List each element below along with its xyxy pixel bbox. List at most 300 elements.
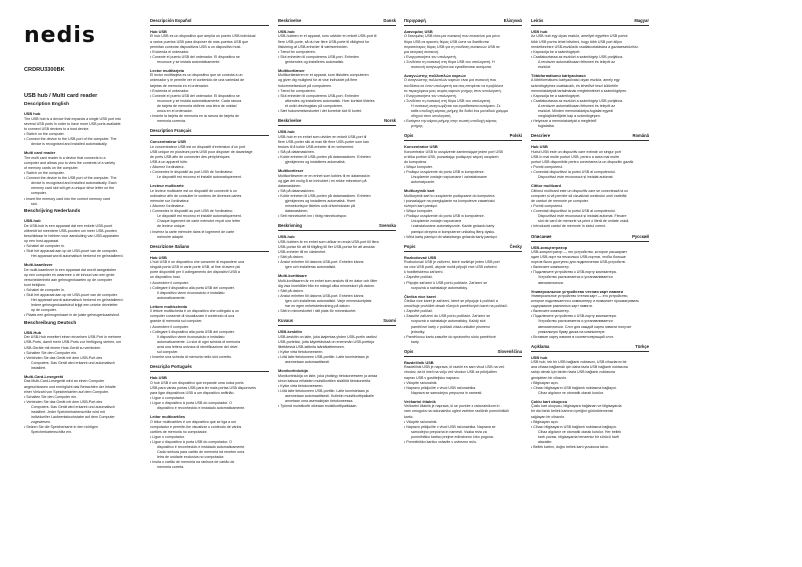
- text-line: porte disponibili per il collegamento dei dispositivi USB a: [150, 270, 240, 275]
- text-line: pamięci otrzyma w komputerze unikalną literę dysku.: [411, 229, 496, 234]
- text-line: számítógéphez csatlakozik, és lehetővé teszi különféle: [531, 83, 619, 88]
- text-line: Večkartni čitalnik je naprava, ki se poveže z računalnikom in: [404, 404, 500, 409]
- text-line: USB în mai multe porturi USB, pentru a avea mai multe: [531, 154, 620, 159]
- section-heading: Multikortleser: [278, 168, 304, 174]
- text-line: USB hub, tek bir USB bağlantı noktasını, USB cihazlarını bir: [531, 360, 627, 365]
- text-line: rozpozná a nainstaluje automaticky.: [411, 285, 468, 290]
- text-line: Ο διανομέας USB είναι μια συσκευή που επεκτείνει μια μόνο: [404, 34, 500, 39]
- text-line: asennetaan automaattisesti.: [285, 360, 330, 365]
- text-line: • Anslut enheten till datorns USB-port. Enheten känns: [278, 294, 396, 299]
- language-name: Description Français: [150, 128, 192, 134]
- text-line: • Συνδέστε τη συσκευή στη θύρα USB του υπολογιστή. Η: [404, 60, 522, 65]
- language-heading: Beschreibung Deutsch: [24, 320, 77, 326]
- section-heading: Multi card reader: [24, 150, 56, 156]
- text-line: Le dispositif est reconnu et installé automatiquement.: [157, 175, 242, 180]
- text-line: Der USB-Hub erweitert einen einzelnen USB-Port in mehrere: [24, 335, 122, 340]
- text-line: USB-Ports, damit mehr USB-Ports zur Verfügung stehen, um: [24, 340, 122, 345]
- section-heading: USB-hub: [278, 234, 295, 240]
- text-line: sahip olmak için birden fazla USB bağlantı noktasına: [531, 370, 615, 375]
- section-heading: Çoklu kart okuyucu: [531, 398, 568, 404]
- text-line: • Encienda el ordenador.: [150, 50, 269, 55]
- text-line: több USB portra lehet bővíteni, hogy több USB port álljon: [531, 39, 622, 44]
- text-line: op de computer.: [31, 308, 57, 313]
- text-line: Multiczytnik kart to urządzenie podłączane do komputera: [404, 193, 495, 198]
- text-line: mémoire sur l'ordinateur.: [150, 198, 190, 203]
- text-line: • Podłącz urządzenie do portu USB w komputerze.: [404, 214, 522, 219]
- text-line: The USB hub is a device that expands a single USB port into: [24, 116, 121, 121]
- text-line: USB para várias portas USB para ter mais portas USB disponíveis: [150, 385, 256, 390]
- text-line: a varios puertos USB para disponer de más puertos USB que: [150, 39, 249, 44]
- text-line: USB-portar för att få tillgång till fler USB-portar för att ansluta: [278, 244, 375, 249]
- text-line: Çoklu kart okuyucu, bilgisayara bağlanan ve bilgisayarda: [531, 404, 622, 409]
- text-line: igen och installeras automatiskt. Varje minneskortplats: [285, 299, 372, 304]
- language-label: Türkçe: [635, 343, 649, 349]
- text-line: ordenador y le permite ver el contenido de una variedad de: [150, 78, 245, 83]
- section-heading: USB-hub: [278, 129, 295, 135]
- text-line: memória correta.: [157, 465, 185, 470]
- text-line: Razdelilnik USB je naprava, ki razširi en sam vhod USB na več: [404, 365, 505, 370]
- text-line: brukes til å koble USB-enheter til en vertsenhet.: [278, 144, 355, 149]
- text-line: • Sätt in minneskortet i rätt plats för minneskortet.: [278, 309, 396, 314]
- text-line: • Porniți computerul.: [531, 204, 649, 209]
- text-line: The multi card reader is a device that connects to a: [24, 155, 106, 160]
- text-line: USB-hub er en enhet som utvider en enkelt USB-port til: [278, 134, 367, 139]
- text-line: • Sätt på datorn.: [278, 289, 396, 294]
- text-line: k hostitelskému zařízení.: [404, 270, 444, 275]
- section-heading: Универсальное устройство чтения карт памяти: [531, 288, 624, 294]
- text-line: συνδέεται σε έναν υπολογιστή και σας επιτρέπει να προβάλετε: [404, 83, 504, 88]
- section-heading: Concentrateur USB: [150, 139, 186, 145]
- language-header: [150, 128, 269, 134]
- text-line: Monikortinlukija on laite, joka yhdistyy tietokoneeseen ja antaa: [278, 373, 378, 378]
- text-line: Az USB hub egy olyan eszköz, amellyel egyetlen USB portot: [531, 34, 628, 39]
- text-line: • Liitä laite tietokoneen USB-porttiin. Laite tunnistetaan ja: [278, 355, 396, 360]
- text-line: Multi-kortläsaren är en enhet som ansluts till en dator och låter: [278, 278, 378, 283]
- section-heading: Multi-Card-Lesegerät: [24, 374, 63, 379]
- text-line: jednotky.: [411, 329, 426, 334]
- language-label: Česky: [509, 243, 522, 249]
- text-line: ordinateur afin de consulter le contenu de diverses cartes: [150, 193, 242, 198]
- text-line: permitan conectar dispositivos USB a un dispositivo host.: [150, 44, 242, 49]
- text-line: minnekortspor tildeles unik driverbokstav på: [285, 204, 355, 209]
- text-line: автоматически.: [538, 280, 564, 285]
- section-heading: Διανομέας USB: [404, 29, 433, 34]
- text-line: один USB-порт на несколько USB-портов, чтобы больше: [531, 255, 626, 260]
- divider: [404, 356, 522, 357]
- text-line: un dispositivo host.: [150, 275, 181, 280]
- text-line: letra de unidade exclusiva no computador.: [157, 455, 225, 460]
- divider: [150, 251, 269, 252]
- text-line: USB unique en plusieurs ports USB pour disposer de davantage: [150, 149, 253, 154]
- section-heading: USB-hub: [24, 218, 41, 224]
- text-line: device is recognised and installed automatically.: [31, 142, 108, 147]
- text-line: • Switch on the computer.: [24, 171, 142, 176]
- text-line: • Cihazı bilgisayarın USB bağlantı noktasına bağlayın.: [531, 386, 649, 391]
- text-line: Computers. Das Gerät wird erkannt und automatisch: [31, 360, 115, 365]
- text-line: • Bilgisayarı açın.: [531, 420, 649, 425]
- text-line: of memory cards on the computer.: [24, 165, 79, 170]
- text-line: De multi-kaartlezer is een apparaat dat wordt aangesloten: [24, 267, 117, 272]
- language-header: [531, 18, 649, 24]
- text-line: • Connectez le dispositif au port USB de l'ordinateur.: [150, 170, 269, 175]
- divider: [531, 25, 649, 26]
- language-name: Kuvaus: [278, 318, 294, 324]
- text-line: • Introduceți cardul de memorie în slotul corect.: [531, 224, 649, 229]
- text-line: • Bellek kartını, doğru bellek kartı yuvasına takın.: [531, 445, 649, 450]
- text-line: • Ligue o dispositivo à porta USB do computador. O: [150, 440, 269, 445]
- text-line: • Porniți computerul.: [531, 165, 649, 170]
- text-line: • Allumez l'ordinateur.: [150, 165, 269, 170]
- text-line: • Schalten Sie den Computer ein.: [24, 351, 142, 356]
- text-line: avrà una lettera univoca di identificazione del drive: [157, 344, 238, 349]
- text-line: • Подключите устройство к USB-порту компьютера.: [531, 270, 649, 275]
- text-line: • Conectați dispozitivul la portul USB al computerului.: [531, 209, 649, 214]
- section-heading: Αναγνώστης πολλαπλών καρτών: [404, 73, 466, 79]
- language-header: [404, 133, 522, 139]
- text-line: • Napravo priključite v vhod USB računalnika. Naprava se: [404, 425, 522, 430]
- text-line: computer and allows you to view the contents of a variety: [24, 160, 116, 165]
- text-line: installiert.: [31, 365, 47, 370]
- text-line: • Włącz komputer.: [404, 209, 522, 214]
- text-line: verscheidenheid aan geheugenkaarten op de computer: [24, 277, 113, 282]
- text-line: dispositivo é reconhecido e instalado automaticamente.: [157, 445, 246, 450]
- text-line: rendelkezésre USB-eszközök csatlakoztatására a gazdaeszközhöz.: [531, 44, 639, 49]
- language-name: Beskrivelse: [278, 118, 302, 124]
- language-name: Beskrivelse: [278, 18, 302, 23]
- text-line: USB-keskitin on laite, joka laajentaa yhden USB-portin useiksi: [278, 334, 377, 339]
- divider: [531, 241, 649, 242]
- text-line: O hub USB é um dispositivo que expande uma única porta: [150, 380, 244, 385]
- text-line: to connect USB devices to a host device.: [24, 127, 90, 131]
- section-heading: Többformátumú kártyaolvasó: [531, 73, 586, 79]
- section-heading: Koncentrator USB: [404, 144, 438, 150]
- text-line: • Anslut enheten till datorns USB-port. Enheten känns: [278, 260, 396, 265]
- text-line: vhodov, da bi imeli na voljo več vhodov USB za priključitev: [404, 370, 498, 375]
- language-name: Leírás: [531, 18, 544, 23]
- text-line: grande di memoria sul computer.: [150, 319, 203, 324]
- text-line: Iedere geheugenkaartsleuf krijgt een unieke driveletter: [31, 303, 118, 308]
- text-line: eszközt. Minden memóriakártya-foglalat egyedi: [538, 109, 614, 114]
- divider: [404, 251, 522, 252]
- text-line: автоматически. Слот для каждой карты памяти получит: [538, 324, 632, 329]
- language-label: Slovenščina: [497, 348, 522, 354]
- text-line: sağlayan bir cihazdır.: [531, 414, 565, 419]
- text-line: USB-hubben er et apparat, som udvider en enkelt USB-port til: [278, 34, 377, 39]
- text-line: foglalatba.: [538, 124, 555, 129]
- divider: [278, 25, 396, 26]
- text-line: • Inserte la tarjeta de memoria en la ranura de tarjeta de: [150, 114, 269, 119]
- divider: [278, 125, 396, 126]
- text-line: • Ενεργοποιήστε τον υπολογιστή.: [404, 94, 522, 99]
- text-line: automatycznie.: [411, 180, 436, 185]
- section-heading: USB-keskitin: [278, 329, 302, 335]
- text-line: • Accendere il computer.: [150, 325, 269, 330]
- divider: [150, 371, 269, 372]
- divider: [278, 325, 396, 326]
- text-line: • Conectați dispozitivul la portul USB al computerului.: [531, 170, 649, 175]
- text-line: • Csatlakoztassa az eszközt a számítógép USB portjához.: [531, 55, 649, 60]
- description-title: Description English: [24, 102, 70, 107]
- text-line: • Csatlakoztassa az eszközt a számítógép USB portjához.: [531, 99, 649, 104]
- text-line: • Setzen Sie die Speicherkarte in den richtigen: [24, 425, 142, 430]
- text-line: og giver dig mulighed for at vise indholdet på flere: [278, 78, 358, 83]
- text-line: ana cihaza bağlamak için daha fazla USB bağlantı noktasına: [531, 365, 628, 370]
- text-line: • Kytke virta tietokoneeseen.: [278, 350, 396, 355]
- text-line: • Encienda el ordenador.: [150, 89, 269, 94]
- text-line: Cititorul multicard este un dispozitiv care se conectează la un: [531, 188, 629, 193]
- section-heading: USB hub: [24, 111, 41, 117]
- text-line: портов было доступно для подключения USB-устройств.: [531, 260, 626, 265]
- text-line: El hub USB es un dispositivo que amplía un puerto USB individual: [150, 34, 256, 39]
- text-line: singola porta USB in varie porte USB, al fine di avere più: [150, 265, 241, 270]
- section-heading: Hub USB: [150, 254, 167, 260]
- text-line: • Sett minnekortet inn i riktig minnekortspor.: [278, 214, 396, 219]
- text-line: vam omogoča na računalniku ogled vsebine različnih pomnilniških: [404, 409, 510, 414]
- text-line: • Pomnilniško kartico vstavite v ustrezno režo.: [404, 440, 522, 445]
- text-line: op een computer en waarmee u de inhoud van een grote: [24, 272, 115, 277]
- text-line: naprav USB v gostiteljsko napravo.: [404, 375, 460, 380]
- text-line: οδηγού στον υπολογιστή.: [411, 114, 452, 119]
- text-line: • Collegare il dispositivo alla porta USB del computer.: [150, 286, 269, 291]
- text-line: • Napravo priključite v vhod USB računalnika.: [404, 386, 522, 391]
- text-line: • Kapcsolja be a számítógépet.: [531, 50, 649, 55]
- text-line: et unikt drevbogstav på computeren.: [285, 103, 344, 108]
- language-name: Descrição Português: [150, 364, 192, 370]
- text-line: computer consente di visualizzare il contenuto di una: [150, 314, 235, 319]
- text-line: • Insira o cartão de memória na ranhura de cartão de: [150, 460, 269, 465]
- section-heading: Hub USB: [531, 144, 548, 150]
- column-3: [278, 18, 396, 563]
- text-line: sinun katsoa erilaisten muistikorttien sisältöä tietokoneella.: [278, 378, 372, 383]
- text-line: Koncentrator USB to urządzenie zamieniające jeden port USB: [404, 149, 503, 154]
- text-line: Устройство распознается и устанавливается: [538, 275, 613, 280]
- text-line: μια κεντρική συσκευή.: [404, 49, 439, 54]
- text-line: memoria correcta.: [157, 119, 186, 124]
- text-line: de ports USB afin de connecter des périphériques: [150, 154, 230, 159]
- text-line: Urządzenie zostaje rozpoznane: [411, 219, 462, 224]
- text-line: memory card slot will get a unique drive letter on the: [31, 186, 115, 191]
- text-line: automaticamente.: [157, 295, 186, 300]
- text-line: Čtečka více karet je zařízení, které se připojuje k počítači a: [404, 299, 498, 304]
- text-line: reconoce y se instala automáticamente.: [157, 59, 221, 64]
- section-heading: Lecteur multicarte: [150, 183, 184, 189]
- text-line: computador e permite-lhe visualizar o conteúdo de vários: [150, 424, 242, 429]
- text-line: slot de card de memorie va primi o literă de unitate unică.: [538, 219, 630, 224]
- text-line: Η συσκευή αναγνωρίζεται και εγκαθίσταται αυτόματα. Σε: [411, 103, 501, 108]
- language-header: [278, 318, 396, 324]
- text-line: Computers. Das Gerät wird erkannt und automatisch: [31, 404, 115, 409]
- section-heading: Multi-kortläsare: [278, 273, 307, 279]
- text-line: Il dispositivo viene riconosciuto e installato: [157, 290, 225, 295]
- text-line: afkendes og installeres automatisk. Hver kortslot tildeles: [285, 98, 375, 103]
- language-name: Descripción Español: [150, 18, 192, 23]
- text-line: Urządzenie zostaje rozpoznane i zainstalowane: [411, 175, 487, 180]
- text-line: • Verbinden Sie das Gerät mit dem USB-Port des: [24, 400, 142, 405]
- language-name: Descrizione Italiano: [150, 243, 190, 249]
- text-line: slot.: [31, 201, 38, 206]
- text-line: • Włóż kartę pamięci do właściwego gniazda karty pamięci.: [404, 235, 522, 240]
- language-label: Svenska: [379, 223, 396, 229]
- text-line: USB-концентратор — это устройство, которое расширяет: [531, 249, 628, 254]
- text-line: memóriakártyák tartalmának megtekintését a számítógépen.: [531, 88, 628, 93]
- text-line: pomnilniško kartico prejme edinstveno črko pogona.: [411, 434, 494, 439]
- page-title: USB hub / Multi card reader: [24, 93, 98, 99]
- text-line: Le concentrateur USB est un dispositif d'extension d'un port: [150, 144, 246, 149]
- text-line: computer.: [31, 191, 47, 196]
- text-line: cartões de memoria no computador.: [150, 429, 208, 434]
- section-heading: Lector multitarjeta: [150, 67, 184, 73]
- text-line: μνήμης.: [411, 124, 424, 129]
- text-line: • Inserire una scheda di memoria nello slot corretto.: [150, 355, 269, 360]
- text-line: de lecteur unique.: [157, 224, 186, 229]
- text-line: Le dispositif est reconnu et installé automatiquement.: [157, 214, 242, 219]
- text-line: • Paměťovou kartu zasuňte do správného slotu paměťové: [404, 335, 522, 340]
- language-name: Descriere: [531, 133, 551, 139]
- section-heading: Hub USB: [150, 29, 167, 34]
- text-line: i pozwalające na przeglądanie na komputerze zawartości: [404, 198, 495, 203]
- text-line: • Slå på datamaskinen.: [278, 150, 396, 155]
- text-line: device is recognised and installed automatically. Each: [31, 181, 117, 186]
- text-line: Il dispositivo viene riconosciuto e installato: [157, 334, 225, 339]
- text-line: genkendes og installeres automatisk.: [285, 59, 345, 64]
- text-line: flere USB-porter slik at man får flere USB-porter som kan: [278, 139, 369, 144]
- text-line: og gjør det mulig å se innholdet i en rekke minnekort på: [278, 178, 367, 183]
- language-label: Dansk: [383, 18, 396, 23]
- text-line: USB-Geräte mit einem Host-Gerät zu verbinden.: [24, 345, 102, 350]
- text-line: • Kytke virta tietokoneeseen.: [278, 384, 396, 389]
- text-line: umožňuje prohlížet obsah různých paměťových karet na počítači.: [404, 304, 508, 309]
- text-line: • Sluit het apparaat aan op de USB-poort van de computer.: [24, 293, 142, 298]
- text-line: De USB-hub is een apparaat dat een enkele USB-poort: [24, 223, 113, 228]
- text-line: • Helyezze a memóriakártyát a megfelelő: [531, 119, 649, 124]
- text-line: • Conecte el puerto USB del ordenador. El dispositivo se: [150, 55, 269, 60]
- language-label: Ελληνικά: [503, 18, 522, 23]
- text-line: do komputera.: [404, 160, 427, 164]
- text-line: • Slut enheden til computerens USB-port. Enheden: [278, 94, 396, 99]
- text-line: op een host-apparaat.: [24, 238, 60, 243]
- text-line: alacaktır.: [538, 439, 553, 444]
- text-line: A rendszer automatikusan felismeri és telepíti az: [538, 59, 616, 64]
- text-line: • Connect the device to the USB port of the computer. The: [24, 176, 142, 181]
- text-line: angeschlossen und ermöglicht das Betrachten der Inhalte: [24, 384, 116, 389]
- section-heading: USB-Hub: [24, 329, 42, 335]
- language-label: Română: [632, 133, 649, 139]
- text-line: Hubul USB este un dispozitiv care extinde un singur port: [531, 149, 621, 154]
- language-heading: Beschrijving Nederlands: [24, 208, 81, 214]
- language-header: [150, 364, 269, 370]
- text-line: Das Multi-Card-Lesegerät wird an einen Computer: [24, 379, 105, 384]
- language-label: Polski: [509, 133, 522, 139]
- divider: [150, 135, 269, 136]
- section-heading: USB hub: [531, 29, 548, 34]
- language-header: [404, 349, 522, 355]
- language-name: Περιγραφή: [404, 18, 426, 23]
- text-line: • Koble enheten til USB-porten på datamaskinen. Enheten: [278, 155, 396, 160]
- text-line: bir dizi farklı bellek kartının içeriğini görüntülemenizi: [531, 409, 614, 414]
- text-line: • Schakel de computer in.: [24, 288, 142, 293]
- text-line: USB-porteiksi, jotta käytettävissä on enemmän USB-portteja: [278, 339, 375, 344]
- text-line: Speicherkartenschlitz ein.: [31, 430, 72, 435]
- section-heading: Hub USB: [150, 375, 167, 381]
- text-line: rozpozná a nainstaluje automaticky. Každý slot: [411, 319, 486, 324]
- text-line: • Conecte el puerto USB del ordenador. El dispositivo se: [150, 94, 269, 99]
- text-line: de tarjeta de memoria obtiene una letra de unidad: [157, 103, 237, 108]
- divider: [278, 230, 396, 231]
- text-line: • Tænd for computeren.: [278, 50, 396, 55]
- text-line: θύρα USB σε αρκετές θύρες USB ώστε να διατίθενται: [404, 39, 489, 44]
- text-line: datamaskinen.: [278, 183, 302, 188]
- text-line: O leitor multicartões é um dispositivo que se liga a um: [150, 419, 237, 424]
- language-name: Opis: [404, 348, 414, 354]
- language-header: [278, 18, 396, 24]
- text-line: • Připojte zařízení k USB portu počítače. Zařízení se: [404, 281, 522, 286]
- text-line: meghajtóbetűjelet kap a számítógépen.: [538, 114, 601, 119]
- text-line: A rendszer automatikusan felismeri és telepíti az: [538, 103, 616, 108]
- text-line: • Slut enheden til computerens USB-port. Enheden: [278, 55, 396, 60]
- text-line: • Connectez le dispositif au port USB de l'ordinateur.: [150, 209, 269, 214]
- section-heading: Rozbočovač USB: [404, 254, 437, 260]
- text-line: • Włącz komputer.: [404, 165, 522, 170]
- text-line: Het apparaat wordt automatisch herkend en geïnstalleerd.: [31, 298, 124, 303]
- text-line: • Connect the device to the USB port of the computer. The: [24, 137, 142, 142]
- text-line: • Sätt på datorn.: [278, 255, 396, 260]
- text-line: hukommelseskort på computeren.: [278, 83, 333, 88]
- language-header: [531, 133, 649, 139]
- text-line: Cihaz algılanır ve otomatik olarak kurulur.: [538, 390, 604, 395]
- section-heading: USB-концентратор: [531, 244, 568, 250]
- text-line: w kilka portów USB, pozwalając podłączyć więcej urządzeń: [404, 154, 499, 159]
- column-2: [150, 18, 269, 563]
- text-line: τα περιεχόμενα μιας σειράς καρτών μνήμης στον υπολογιστή.: [404, 88, 502, 93]
- divider: [404, 25, 522, 26]
- divider: [150, 25, 269, 26]
- text-line: • Ενεργοποιήστε τον υπολογιστή.: [404, 55, 522, 60]
- text-line: paměťové karty v počítači získá unikátní písmeno: [411, 324, 490, 329]
- text-line: • Työnnä muistikortti oikeaan muistikorttipaikkaan.: [278, 404, 396, 409]
- text-line: • Ligue o computador.: [150, 396, 269, 401]
- language-name: Beskrivning: [278, 223, 302, 229]
- text-line: Multikortleseren er en enhet som kobles til en datamaskin: [278, 173, 370, 178]
- text-line: i zainstalowane automatycznie. Każde gniazdo karty: [411, 224, 495, 229]
- text-line: • Zapněte počítač.: [404, 275, 522, 280]
- text-line: περισσότερες θύρες USB για τη σύνδεση συσκευών USB σε: [404, 44, 500, 49]
- text-line: • Включите компьютер.: [531, 265, 649, 270]
- text-line: para ligar dispositivos USB a um dispositivo anfitrião.: [150, 390, 235, 395]
- section-heading: Večkartni čitalnik: [404, 398, 436, 404]
- text-line: • Bilgisayarı açın.: [531, 381, 649, 386]
- text-line: • Podłącz urządzenie do portu USB w komputerze.: [404, 170, 522, 175]
- text-line: Rozbočovač USB je zařízení, které rozšiřuje jeden USB port: [404, 260, 500, 265]
- language-label: Norsk: [384, 118, 396, 124]
- text-line: datamaskinen.: [285, 209, 309, 214]
- text-line: • Ligue o computador.: [150, 435, 269, 440]
- language-header: [531, 234, 649, 240]
- text-line: samodejno prepozna in namesti. Vsaka reža za: [411, 429, 487, 434]
- text-line: содержимое различных карт памяти.: [531, 304, 593, 309]
- section-heading: Čtečka více karet: [404, 293, 436, 299]
- text-line: συσκευή αναγνωρίζεται και εγκαθίσταται αυτόματα.: [411, 64, 493, 69]
- text-line: różnych kart pamięci.: [404, 204, 438, 209]
- text-line: kartı yuvası, bilgisayarda benzersiz bir sürücü harfi: [538, 434, 619, 439]
- text-line: • Zapněte počítač.: [404, 309, 522, 314]
- divider: [531, 351, 649, 352]
- section-heading: Multi-kaartlezer: [24, 262, 53, 268]
- text-line: asennetaan automaattisesti. Kullekin muistikorttipaikalle: [285, 394, 374, 399]
- language-name: Açıklama: [531, 343, 550, 349]
- text-line: • Allumez l'ordinateur.: [150, 204, 269, 209]
- text-line: USB-hubben är en enhet som utökar en enda USB-port till flera: [278, 239, 379, 244]
- text-line: eszközt.: [538, 64, 552, 69]
